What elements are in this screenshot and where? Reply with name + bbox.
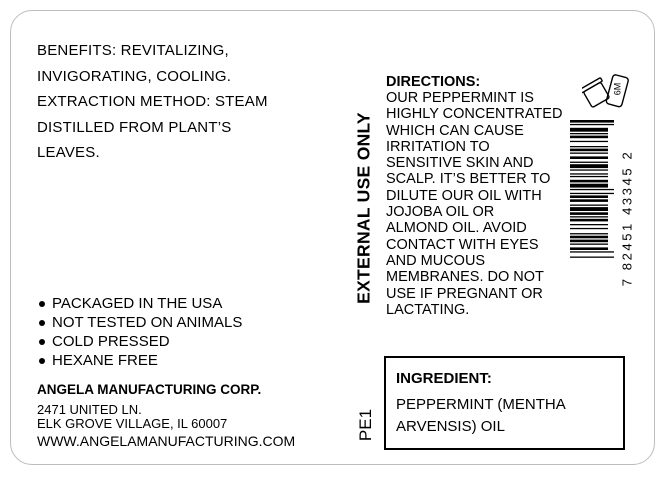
product-code	[355, 405, 377, 445]
directions-line: HIGHLY CONCENTRATED	[386, 106, 563, 123]
barcode-bar	[570, 180, 608, 183]
barcode-bar	[570, 149, 608, 152]
directions-line: SCALP. IT’S BETTER TO	[386, 171, 551, 188]
barcode-bar	[570, 184, 608, 188]
benefits-text	[37, 38, 337, 166]
barcode-bar	[570, 162, 608, 163]
barcode-bar	[570, 212, 608, 215]
pao-label: 6M	[612, 82, 623, 96]
barcode-bar	[570, 156, 608, 159]
ingredient-text	[396, 394, 621, 438]
ingredient-line: PEPPERMINT (MENTHA	[396, 396, 566, 413]
claim-item: HEXANE FREE	[37, 351, 242, 370]
claims-list	[37, 294, 242, 370]
barcode	[570, 120, 614, 320]
barcode-bar	[570, 146, 608, 147]
barcode-bar	[570, 128, 608, 132]
benefits-line: BENEFITS: REVITALIZING,	[37, 42, 229, 59]
ingredient-box	[384, 356, 625, 450]
company-address	[37, 403, 227, 431]
barcode-digits-text: 7 82451 43345 2	[619, 149, 635, 287]
directions-title: DIRECTIONS:	[386, 74, 481, 90]
directions-line: SENSITIVE SKIN AND	[386, 155, 534, 172]
barcode-bar	[570, 176, 608, 177]
barcode-bar	[570, 244, 608, 245]
barcode-bar	[570, 233, 608, 234]
barcode-bar	[570, 169, 608, 170]
barcode-bar	[570, 195, 608, 198]
barcode-bar	[570, 193, 614, 194]
period-after-opening-icon	[582, 72, 630, 110]
directions-line: LACTATING.	[386, 301, 470, 318]
directions-line: WHICH CAN CAUSE	[386, 122, 524, 139]
directions-line: DILUTE OUR OIL WITH	[386, 187, 542, 204]
benefits-line: EXTRACTION METHOD: STEAM	[37, 93, 268, 110]
benefits-line: LEAVES.	[37, 144, 100, 161]
company-website: WWW.ANGELAMANUFACTURING.COM	[37, 433, 296, 449]
barcode-bar	[570, 247, 608, 250]
claim-item: NOT TESTED ON ANIMALS	[37, 313, 242, 332]
barcode-number	[620, 118, 634, 318]
product-code-text: PE1	[356, 408, 375, 442]
barcode-bar	[570, 216, 608, 217]
claim-item: PACKAGED IN THE USA	[37, 294, 242, 313]
directions-line: IRRITATION TO	[386, 138, 490, 155]
company-name: ANGELA MANUFACTURING CORP.	[37, 382, 262, 397]
address-line: 2471 UNITED LN.	[37, 402, 142, 417]
warning-text: EXTERNAL USE ONLY	[353, 111, 374, 304]
barcode-bar	[570, 257, 614, 258]
barcode-bar	[570, 153, 608, 154]
directions-line: AND MUCOUS	[386, 252, 486, 269]
directions-line: OUR PEPPERMINT IS	[386, 90, 534, 106]
barcode-bar	[570, 141, 608, 142]
ingredient-line: ARVENSIS) OIL	[396, 418, 505, 435]
barcode-bar	[570, 124, 614, 125]
benefits-line: INVIGORATING, COOLING.	[37, 67, 232, 85]
benefits-line: DISTILLED FROM PLANT’S	[37, 118, 232, 136]
external-use-warning	[353, 100, 375, 315]
barcode-bar	[570, 120, 614, 123]
directions-line: USE IF PREGNANT OR	[386, 285, 543, 302]
barcode-bar	[570, 236, 608, 239]
address-line: ELK GROVE VILLAGE, IL 60007	[37, 416, 228, 431]
ingredient-title: INGREDIENT:	[396, 370, 492, 387]
directions-line: CONTACT WITH EYES	[386, 236, 539, 253]
directions-line: ALMOND OIL. AVOID	[386, 220, 527, 237]
directions-line: JOJOBA OIL OR	[386, 204, 495, 221]
barcode-bar	[570, 173, 608, 174]
barcode-bar	[570, 240, 608, 243]
directions-line: MEMBRANES. DO NOT	[386, 269, 544, 286]
claim-item: COLD PRESSED	[37, 332, 242, 351]
barcode-bar	[570, 189, 614, 190]
barcode-bar	[570, 164, 608, 168]
barcode-bar	[570, 219, 608, 222]
barcode-bar	[570, 228, 608, 229]
directions-text	[386, 90, 571, 318]
barcode-bar	[570, 224, 608, 225]
barcode-bar	[570, 205, 608, 206]
barcode-bar	[570, 207, 608, 211]
barcode-bar	[570, 199, 608, 202]
barcode-bar	[570, 133, 608, 134]
barcode-bar	[570, 251, 614, 252]
barcode-bar	[570, 136, 608, 139]
